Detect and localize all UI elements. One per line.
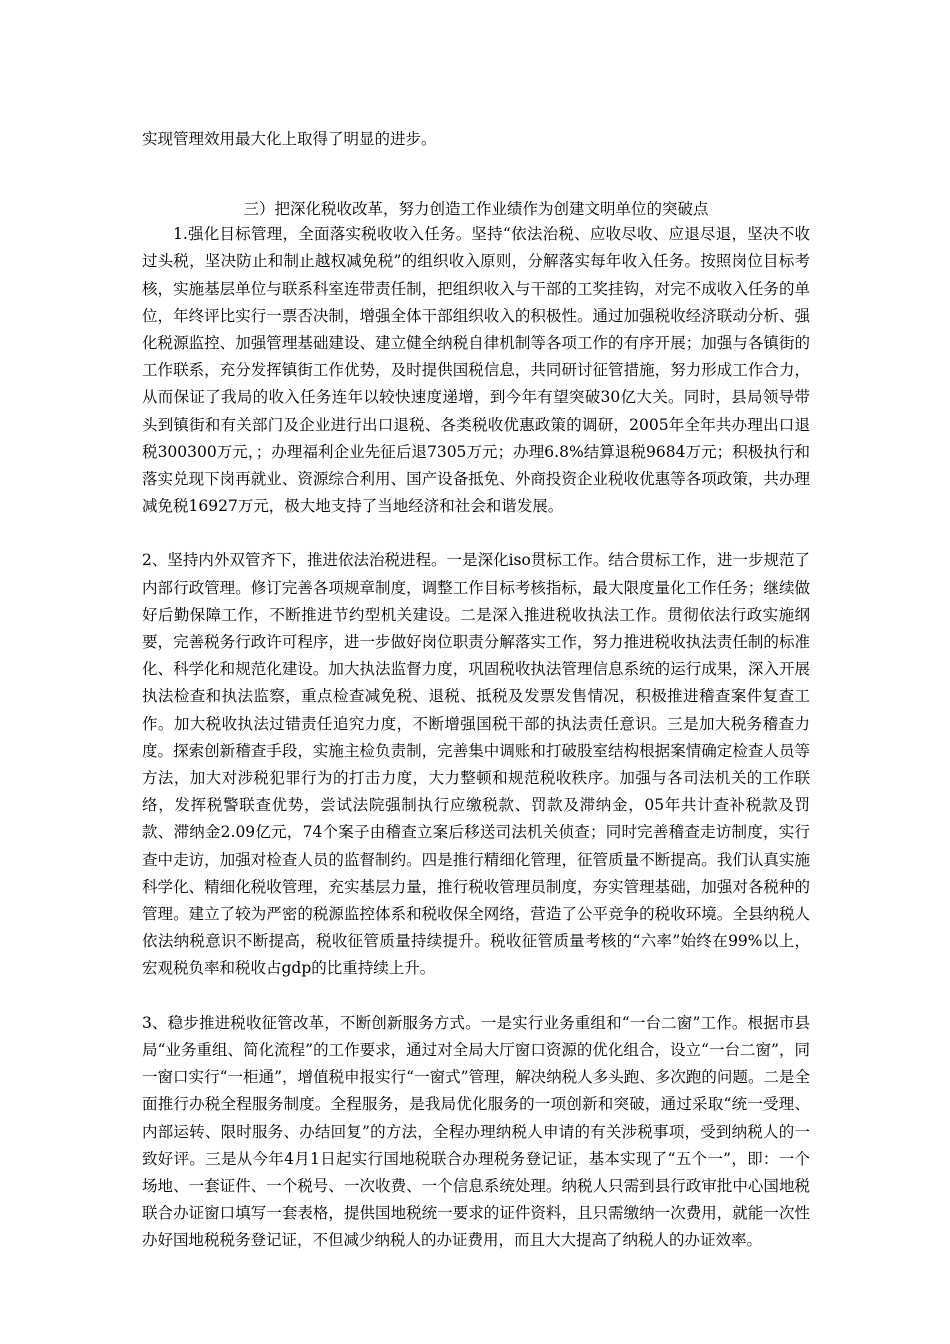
paragraph-rule-of-law: 2、坚持内外双管齐下，推进依法治税进程。一是深化iso贯标工作。结合贯标工作，进一步规范了内部行政管理。修订完善各项规章制度，调整工作目标考核指标，最大限度量化工作任务；继续做好后勤保障工作，不断推进节约型机关建设。二是深入推进税收执法工作。贯彻依法行政实施纲要，完善税务行政许可程序，进一步做好岗位职责分解落实工作，努力推进税收执法责任制的标准化、科学化和规范化建设。加大执法监督力度，巩固税收执法管理信息系统的运行成果，深入开展执法检查和执法监察，重点检查减免税、退税、抵税及发票发售情况，积极推进稽查案件复查工作。加大税收执法过错责任追究力度，不断增强国税干部的执法责任意识。三是加大税务稽查力度。探索创新稽查手段，实施主检负责制，完善集中调账和打破股室结构根据案情确定检查人员等方法，加大对涉税犯罪行为的打击力度，大力整顿和规范税收秩序。加强与各司法机关的工作联络，发挥税警联查优势，尝试法院强制执行应缴税款、罚款及滞纳金，05年共计查补税款及罚款、滞纳金2.09亿元，74个案子由稽查立案后移送司法机关侦查；同时完善稽查走访制度，实行查中走访，加强对检查人员的监督制约。四是推行精细化管理，征管质量不断提高。我们认真实施科学化、精细化税收管理，充实基层力量，推行税收管理员制度，夯实管理基础，加强对各税种的管理。建立了较为严密的税源监控体系和税收保全网络，营造了公平竞争的税收环境。全县纳税人依法纳税意识不断提高，税收征管质量持续提升。税收征管质量考核的“六率”始终在99%以上，宏观税负率和税收占gdp的比重持续上升。 bbox=[142, 551, 810, 978]
section-heading: 三）把深化税收改革，努力创造工作业绩作为创建文明单位的突破点 bbox=[243, 200, 709, 219]
document-page bbox=[142, 126, 810, 1255]
intro-paragraph: 实现管理效用最大化上取得了明显的进步。 bbox=[142, 130, 437, 148]
paragraph-service-reform: 3、稳步推进税收征管改革，不断创新服务方式。一是实行业务重组和“一台二窗”工作。根据市县局“业务重组、简化流程”的工作要求，通过对全局大厅窗口资源的优化组合，设立“一台二窗”，同一窗口实行“一柜通”，增值税申报实行“一窗式”管理，解决纳税人多头跑、多次跑的问题。二是全面推行办税全程服务制度。全程服务，是我局优化服务的一项创新和突破，通过采取“统一受理、内部运转、限时服务、办结回复”的方法，全程办理纳税人申请的有关涉税事项，受到纳税人的一致好评。三是从今年4月1日起实行国地税联合办理税务登记证，基本实现了“五个一”，即：一个场地、一套证件、一个税号、一次收费、一个信息系统处理。纳税人只需到县行政审批中心国地税联合办证窗口填写一套表格，提供国地税统一要求的证件资料，且只需缴纳一次费用，就能一次性办好国地税税务登记证，不但减少纳税人的办证费用，而且大大提高了纳税人的办证效率。 bbox=[142, 1013, 810, 1250]
paragraph-target-management: 1.强化目标管理，全面落实税收收入任务。坚持“依法治税、应收尽收、应退尽退，坚决不收过头税，坚决防止和制止越权减免税”的组织收入原则，分解落实每年收入任务。按照岗位目标考核，实施基层单位与联系科室连带责任制，把组织收入与干部的工奖挂钩，对完不成收入任务的单位，年终评比实行一票否决制，增强全体干部组织收入的积极性。通过加强税收经济联动分析、强化税源监控、加强管理基础建设、建立健全纳税自律机制等各项工作的有序开展；加强与各镇街的工作联系，充分发挥镇街工作优势，及时提供国税信息，共同研讨征管措施，努力形成工作合力，从而保证了我局的收入任务连年以较快速度递增，到今年有望突破30亿大关。同时，县局领导带头到镇街和有关部门及企业进行出口退税、各类税收优惠政策的调研，2005年全年共办理出口退税300300万元，；办理福利企业先征后退7305万元；办理6.8%结算退税9684万元；积极执行和落实兑现下岗再就业、资源综合利用、国产设备抵免、外商投资企业税收优惠等各项政策，共办理减免税16927万元，极大地支持了当地经济和社会和谐发展。 bbox=[142, 225, 810, 516]
